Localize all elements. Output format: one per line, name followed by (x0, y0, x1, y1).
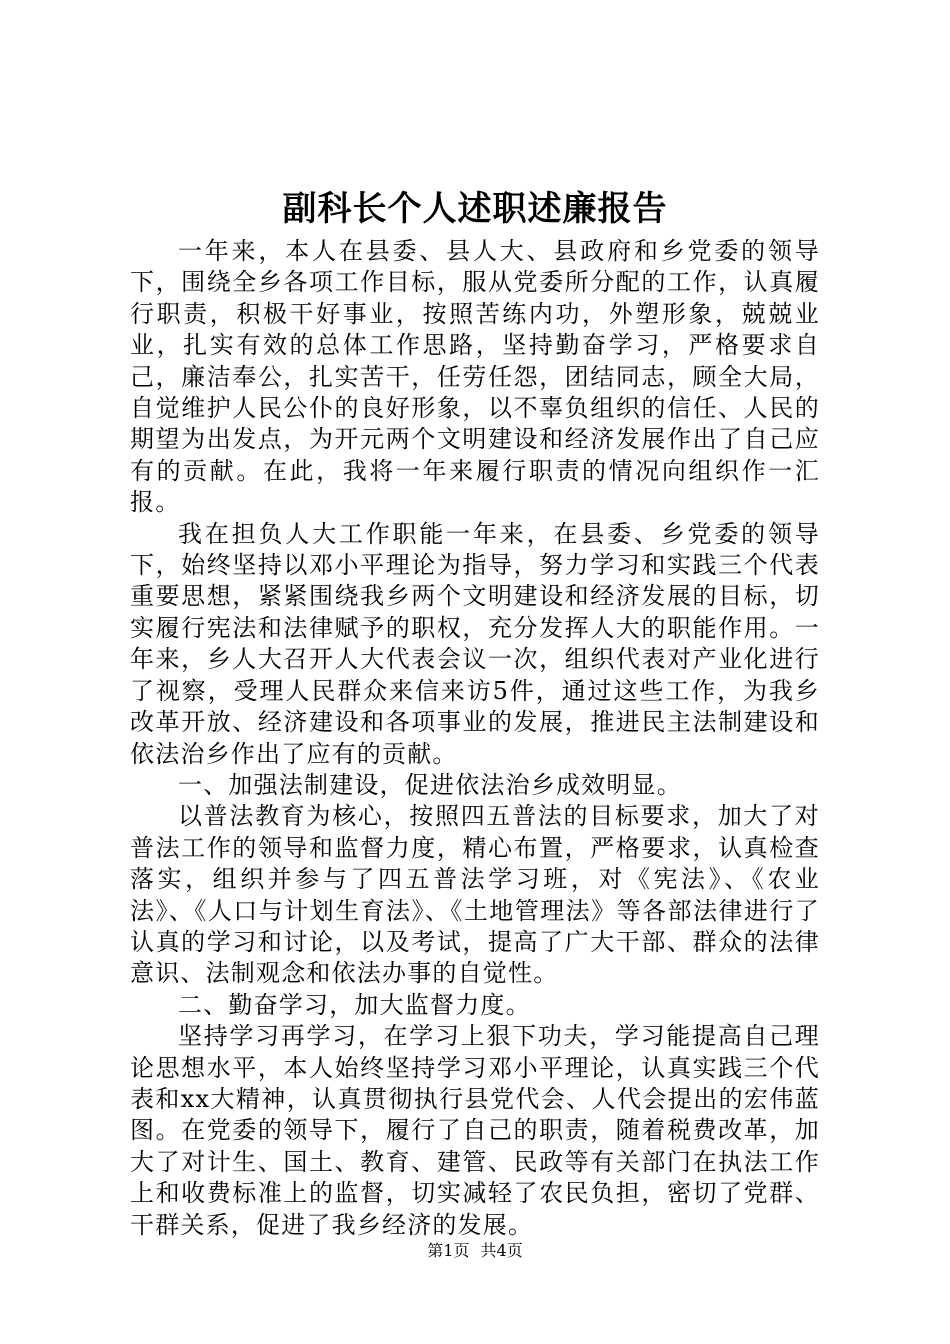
document-body (130, 236, 820, 1241)
document-title: 副科长个人述职述廉报告 (282, 189, 668, 229)
section-heading-1: 一、加强法制建设，促进依法治乡成效明显。 (178, 770, 682, 799)
paragraph-npc-work: 我在担负人大工作职能一年来，在县委、乡党委的领导下，始终坚持以邓小平理论为指导，努力学习和实践三个代表重要思想，紧紧围绕我乡两个文明建设和经济发展的目标，切实履行宪法和法律赋予的职权，充分发挥人大的职能作用。一年来，乡人大召开人大代表会议一次，组织代表对产业化进行了视察，受理人民群众来信来访5件，通过这些工作，为我乡改革开放、经济建设和各项事业的发展，推进民主法制建设和依法治乡作出了应有的贡献。 (130, 519, 820, 768)
paragraph-study-supervision: 坚持学习再学习，在学习上狠下功夫，学习能提高自己理论思想水平，本人始终坚持学习邓小平理论，认真实践三个代表和xx大精神，认真贯彻执行县党代会、人代会提出的宏伟蓝图。在党委的领导下，履行了自己的职责，随着税费改革，加大了对计生、国土、教育、建管、民政等有关部门在执法工作上和收费标准上的监督，切实减轻了农民负担，密切了党群、干群关系，促进了我乡经济的发展。 (130, 1022, 820, 1239)
paragraph-intro: 一年来，本人在县委、县人大、县政府和乡党委的领导下，围绕全乡各项工作目标，服从党委所分配的工作，认真履行职责，积极干好事业，按照苦练内功，外塑形象，兢兢业业，扎实有效的总体工作思路，坚持勤奋学习，严格要求自己，廉洁奉公，扎实苦干，任劳任怨，团结同志，顾全大局，自觉维护人民公仆的良好形象，以不辜负组织的信任、人民的期望为出发点，为开元两个文明建设和经济发展作出了自己应有的贡献。在此，我将一年来履行职责的情况向组织作一汇报。 (130, 237, 820, 517)
page-number: 第1页 (427, 1241, 470, 1260)
page-total: 共4页 (480, 1241, 523, 1260)
paragraph-legal-education: 以普法教育为核心，按照四五普法的目标要求，加大了对普法工作的领导和监督力度，精心布置，严格要求，认真检查落实，组织并参与了四五普法学习班，对《宪法》、《农业法》、《人口与计划生育法》、《土地管理法》等各部法律进行了认真的学习和讨论，以及考试，提高了广大干部、群众的法律意识、法制观念和依法办事的自觉性。 (130, 802, 820, 988)
page-footer (0, 1240, 950, 1262)
section-heading-2: 二、勤奋学习，加大监督力度。 (178, 990, 531, 1019)
